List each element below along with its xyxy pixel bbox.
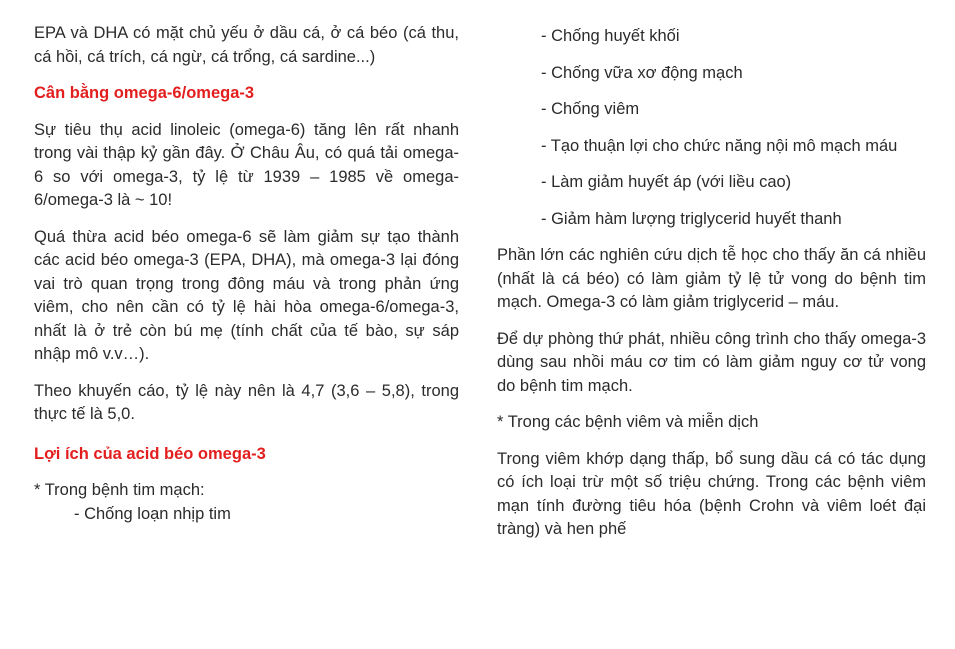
list-heading-immune: * Trong các bệnh viêm và miễn dịch	[497, 413, 759, 431]
paragraph-secondary-prevention: Để dự phòng thứ phát, nhiều công trình cho thấy omega-3 dùng sau nhồi máu cơ tim có làm giảm nguy cơ tử vong do bệnh tim mạch.	[497, 329, 926, 395]
paragraph-epa-dha-sources: EPA và DHA có mặt chủ yếu ở dầu cá, ở cá béo (cá thu, cá hồi, cá trích, cá ngừ, cá trổng, cá sardine...)	[34, 24, 459, 66]
paragraph-rheumatoid: Trong viêm khớp dạng thấp, bổ sung dầu cá có tác dụng có ích loại trừ một số triệu chứng. Trong các bệnh viêm mạn tính đường tiêu hóa (bệnh Crohn và viêm loét đại tràng) và hen phế	[497, 449, 926, 538]
left-column	[34, 22, 459, 526]
list-item-antithrombosis: - Chống huyết khối	[541, 27, 680, 45]
list-heading-cardiovascular: * Trong bệnh tim mạch:	[34, 481, 205, 499]
list-item-triglyceride: - Giảm hàm lượng triglycerid huyết thanh	[541, 209, 842, 228]
paragraph-linoleic-consumption: Sự tiêu thụ acid linoleic (omega-6) tăng lên rất nhanh trong vài thập kỷ gần đây. Ở Châu Âu, có quá tải omega-6 so với omega-3, tỷ lệ từ 1939 – 1985 về omega-6/omega-3 là ~ 10!	[34, 120, 459, 209]
list-item-antiarrhythmia: - Chống loạn nhịp tim	[74, 504, 231, 523]
paragraph-omega6-excess: Quá thừa acid béo omega-6 sẽ làm giảm sự tạo thành các acid béo omega-3 (EPA, DHA), mà omega-3 lại đóng vai trò quan trọng trong đông máu và trong phản ứng viêm, cho nên cần có tỷ lệ hài hòa omega-6/omega-3, nhất là ở trẻ còn bú mẹ (tính chất của tế bào, sự sáp nhập mô v.v…).	[34, 227, 459, 363]
section-heading-omega-balance: Cân bằng omega-6/omega-3	[34, 84, 255, 102]
list-item-endothelial-function: - Tạo thuận lợi cho chức năng nội mô mạch máu	[541, 136, 898, 155]
paragraph-recommendation: Theo khuyến cáo, tỷ lệ này nên là 4,7 (3,6 – 5,8), trong thực tế là 5,0.	[34, 381, 459, 423]
list-item-antiinflammation: - Chống viêm	[541, 100, 640, 118]
right-column	[497, 25, 926, 555]
list-item-blood-pressure: - Làm giảm huyết áp (với liều cao)	[541, 173, 792, 191]
list-item-antiatherosclerosis: - Chống vữa xơ động mạch	[541, 63, 743, 82]
paragraph-epidemiology: Phần lớn các nghiên cứu dịch tễ học cho thấy ăn cá nhiều (nhất là cá béo) có làm giảm tỷ lệ tử vong do bệnh tim mạch. Omega-3 có làm giảm triglycerid – máu.	[497, 246, 926, 311]
section-heading-omega3-benefits: Lợi ích của acid béo omega-3	[34, 444, 266, 463]
